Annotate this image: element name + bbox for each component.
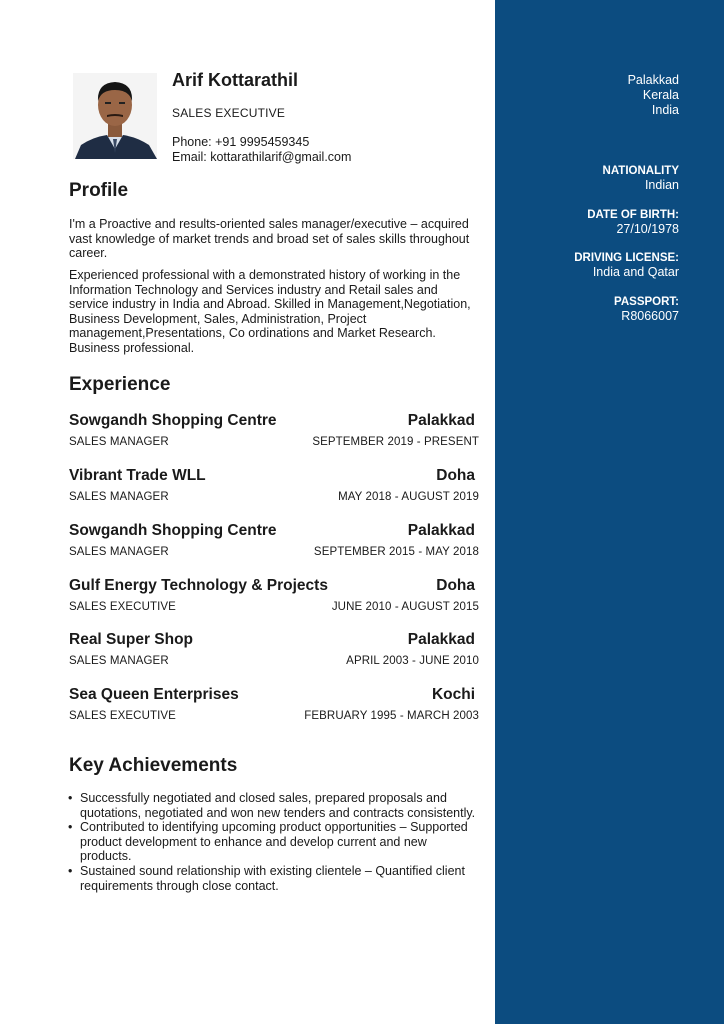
- experience-item: [69, 467, 479, 503]
- list-item: [66, 864, 478, 893]
- company-city: Doha: [436, 467, 475, 484]
- experience-item: [69, 686, 479, 722]
- experience-item: [69, 631, 479, 667]
- company-city: Palakkad: [407, 522, 475, 539]
- profile-photo: [73, 73, 157, 159]
- job-dates: MAY 2018 - AUGUST 2019: [338, 491, 479, 503]
- company-city: Kochi: [431, 686, 475, 703]
- achievement-text: Successfully negotiated and closed sales, prepared proposals and quotations, negotiated and won new tenders and contracts consistently.: [80, 791, 476, 820]
- profile-heading: Profile: [69, 180, 129, 201]
- candidate-name: Arif Kottarathil: [172, 70, 298, 90]
- achievement-text: Sustained sound relationship with existing clientele – Quantified client requirements through close contact.: [80, 863, 465, 893]
- company-name: Sowgandh Shopping Centre: [69, 522, 277, 539]
- company-name: Vibrant Trade WLL: [69, 467, 206, 484]
- dob-label: DATE OF BIRTH:: [587, 209, 679, 221]
- bullet-icon: •: [68, 791, 73, 805]
- profile-paragraph-1: I'm a Proactive and results-oriented sales manager/executive – acquired vast knowledge of market trends and broad set of sales skills throughout career.: [69, 217, 470, 261]
- job-role: SALES MANAGER: [69, 436, 169, 448]
- address-block: [628, 73, 679, 118]
- company-city: Palakkad: [407, 631, 475, 648]
- job-role: SALES EXECUTIVE: [69, 601, 176, 613]
- dob-value: 27/10/1978: [616, 222, 679, 236]
- list-item: [66, 820, 478, 864]
- passport-block: [614, 295, 679, 323]
- bullet-icon: •: [68, 863, 73, 878]
- list-item: [66, 791, 478, 820]
- job-dates: SEPTEMBER 2015 - MAY 2018: [313, 546, 479, 558]
- job-role: SALES EXECUTIVE: [69, 710, 176, 722]
- job-dates: SEPTEMBER 2019 - PRESENT: [312, 436, 479, 448]
- job-dates: JUNE 2010 - AUGUST 2015: [331, 601, 479, 613]
- job-role: SALES MANAGER: [69, 546, 169, 558]
- contact-block: [172, 135, 351, 165]
- license-block: [574, 251, 679, 279]
- achievements-heading: Key Achievements: [69, 755, 238, 776]
- email-text[interactable]: Email: kottarathilarif@gmail.com: [172, 150, 352, 164]
- nationality-label: NATIONALITY: [602, 165, 679, 177]
- experience-item: [69, 577, 479, 613]
- license-label: DRIVING LICENSE:: [574, 252, 679, 264]
- sidebar: [495, 0, 724, 1024]
- company-city: Doha: [436, 577, 475, 594]
- profile-paragraph-2: Experienced professional with a demonstrated history of working in the Information Technology and Services industry and Retail sales and service industry in India and Abroad. Skilled in Management,Negotiation, Business Development, Sales, Administration, Project management,Presentations, Co ordinations and Market Research. Business professional.: [69, 268, 471, 355]
- company-name: Gulf Energy Technology & Projects: [69, 577, 328, 594]
- company-name: Sowgandh Shopping Centre: [69, 412, 277, 429]
- address-state: Kerala: [642, 88, 679, 102]
- passport-label: PASSPORT:: [614, 296, 679, 308]
- company-city: Palakkad: [407, 412, 475, 429]
- address-country: India: [651, 103, 679, 117]
- job-role: SALES MANAGER: [69, 655, 169, 667]
- dob-block: [587, 208, 679, 236]
- company-name: Sea Queen Enterprises: [69, 686, 239, 703]
- experience-item: [69, 412, 479, 448]
- nationality-block: [603, 164, 679, 192]
- job-dates: APRIL 2003 - JUNE 2010: [346, 655, 479, 667]
- nationality-value: Indian: [644, 178, 679, 192]
- bullet-icon: •: [68, 820, 73, 835]
- experience-item: [69, 522, 479, 558]
- job-role: SALES MANAGER: [69, 491, 169, 503]
- job-title: SALES EXECUTIVE: [172, 106, 286, 120]
- achievements-list: [66, 791, 478, 893]
- experience-heading: Experience: [69, 374, 171, 395]
- address-city: Palakkad: [627, 73, 679, 87]
- job-dates: FEBRUARY 1995 - MARCH 2003: [304, 710, 479, 722]
- phone-text: Phone: +91 9995459345: [172, 135, 310, 149]
- license-value: India and Qatar: [592, 265, 679, 279]
- achievement-text: Contributed to identifying upcoming product opportunities – Supported product development to enhance and develop current and new products.: [80, 820, 468, 864]
- passport-value: R8066007: [621, 309, 679, 323]
- company-name: Real Super Shop: [69, 631, 194, 648]
